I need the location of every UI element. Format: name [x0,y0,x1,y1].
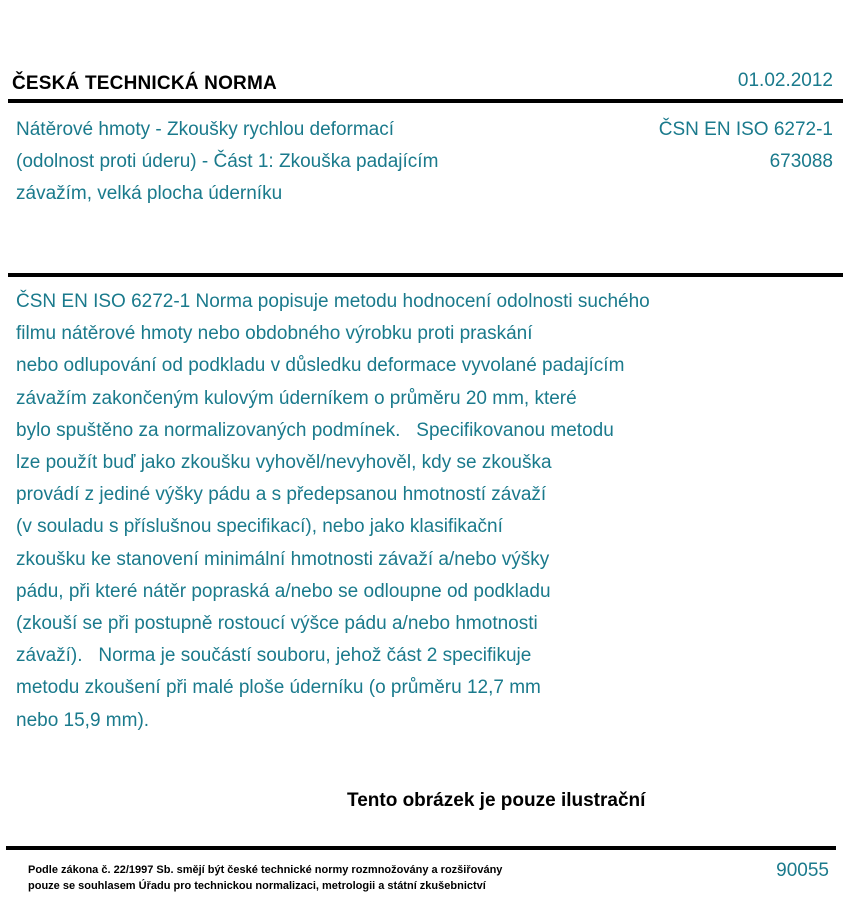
footer-divider [6,846,836,850]
subject-line: (odolnost proti úderu) - Část 1: Zkouška padajícím [16,151,439,172]
legal-line: Podle zákona č. 22/1997 Sb. smějí být české technické normy rozmnožovány a rozšiřovány [28,864,503,876]
section-divider [8,273,843,277]
abstract-line: filmu nátěrové hmoty nebo obdobného výrobku proti praskání [16,323,533,345]
abstract-line: nebo odlupování od podkladu v důsledku deformace vyvolané padajícím [16,355,625,377]
subject-line: závažím, velká plocha úderníku [16,183,283,204]
document-type-title: ČESKÁ TECHNICKÁ NORMA [12,73,277,94]
abstract-line: závaží). Norma je součástí souboru, jehož část 2 specifikuje [16,645,532,667]
abstract-line: metodu zkoušení při malé ploše úderníku (o průměru 12,7 mm [16,677,541,699]
illustration-notice: Tento obrázek je pouze ilustrační [347,790,646,811]
abstract-line: nebo 15,9 mm). [16,709,150,731]
abstract-line: ČSN EN ISO 6272-1 Norma popisuje metodu hodnocení odolnosti suchého [16,291,650,312]
header-divider [8,99,843,103]
abstract-line: provádí z jediné výšky pádu a s předepsanou hmotností závaží [16,484,547,506]
abstract-text [16,286,776,737]
abstract-line: lze použít buď jako zkoušku vyhověl/nevyhověl, kdy se zkouška [16,452,552,474]
abstract-line: bylo spuštěno za normalizovaných podmínek. Specifikovanou metodu [16,419,614,441]
subject-line: Nátěrové hmoty - Zkoušky rychlou deformací [16,119,395,140]
standard-designation: ČSN EN ISO 6272-1 [658,119,833,140]
standard-subject [16,114,536,210]
standard-codes [659,114,833,178]
abstract-line: (zkouší se při postupně rostoucí výšce pádu a/nebo hmotnosti [16,613,538,635]
abstract-line: závažím zakončeným kulovým úderníkem o průměru 20 mm, které [16,387,577,409]
abstract-line: (v souladu s příslušnou specifikací), nebo jako klasifikační [16,516,503,538]
legal-line: pouze se souhlasem Úřadu pro technickou normalizaci, metrologii a státní zkušebnictví [28,880,486,892]
legal-notice [28,862,502,894]
issue-date: 01.02.2012 [737,70,833,91]
abstract-line: pádu, při které nátěr popraská a/nebo se odloupne od podkladu [16,580,551,602]
class-code: 673088 [769,151,833,172]
catalog-number: 90055 [776,860,829,881]
abstract-line: zkoušku ke stanovení minimální hmotnosti závaží a/nebo výšky [16,548,550,570]
